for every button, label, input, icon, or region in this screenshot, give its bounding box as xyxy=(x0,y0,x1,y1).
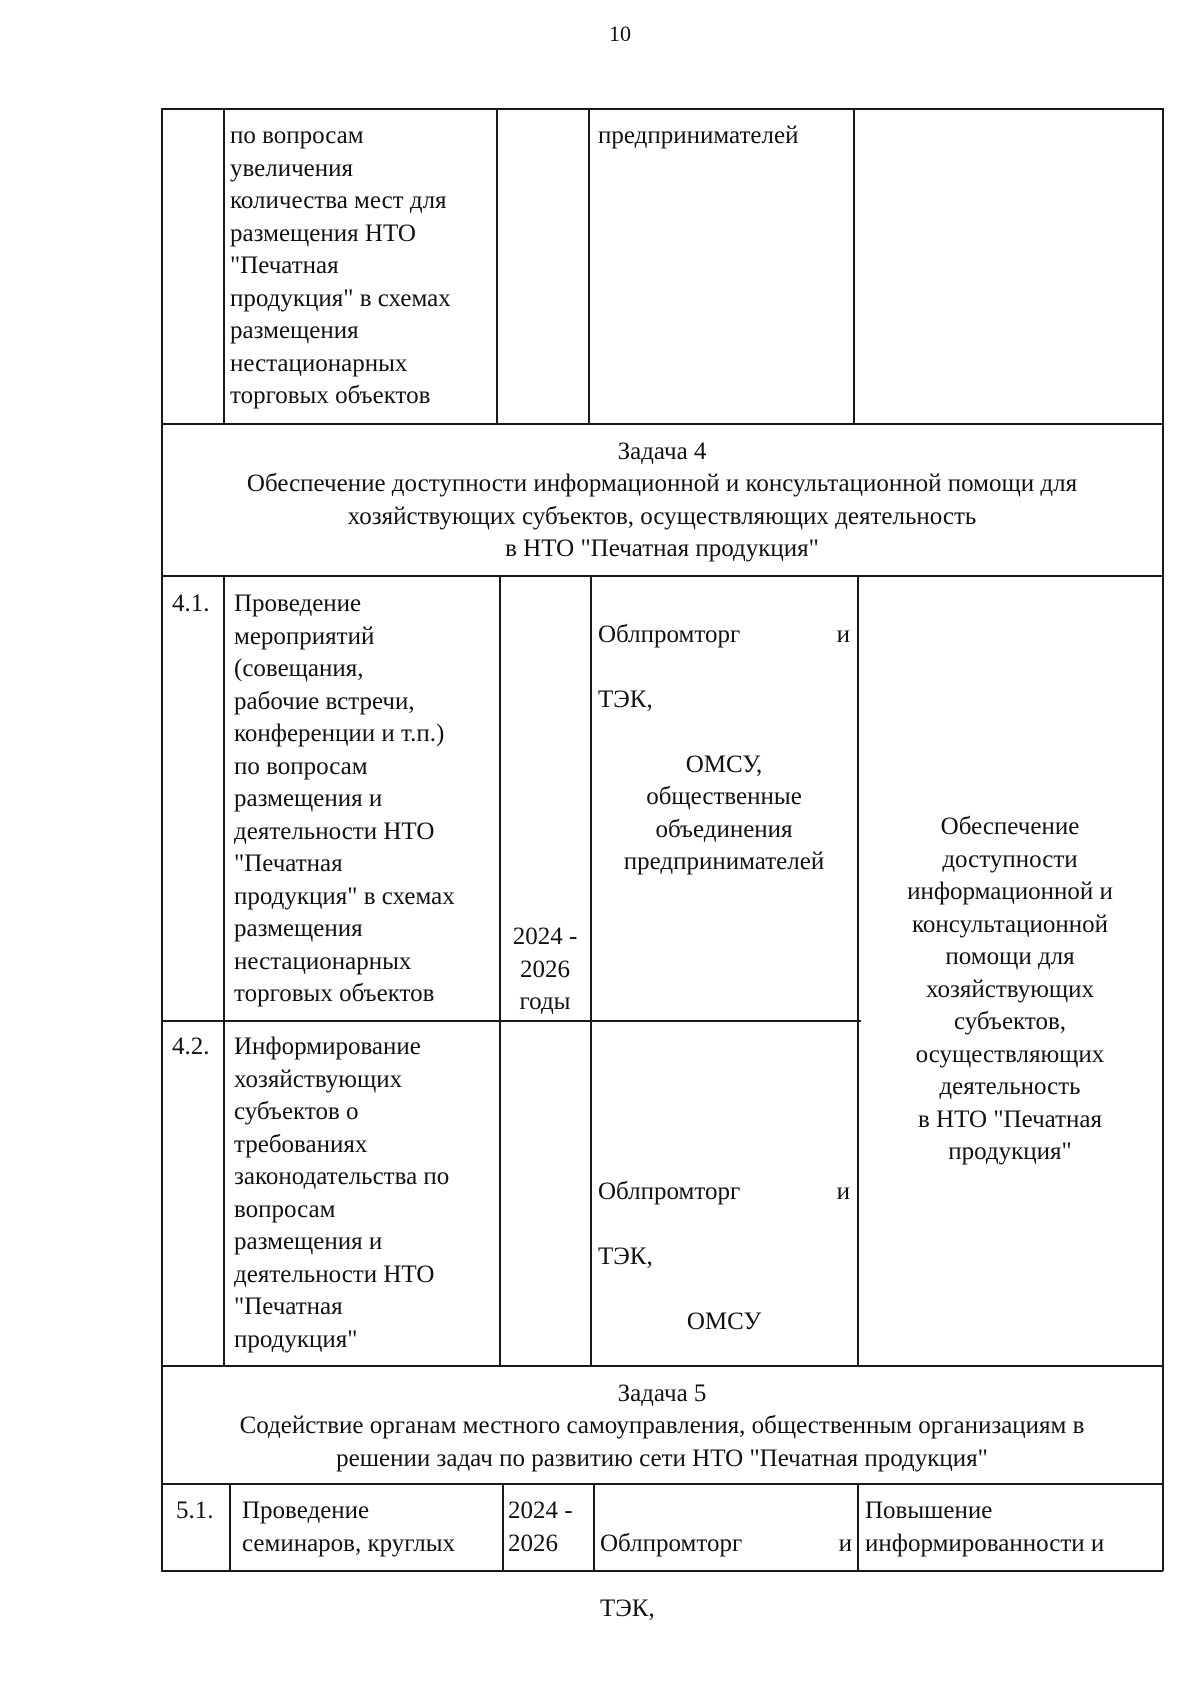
executor-tek: ТЭК, xyxy=(598,685,653,713)
row-5-1-executors xyxy=(600,1495,852,1658)
table-rule xyxy=(161,575,1163,577)
executor-conjunction: и xyxy=(838,1529,852,1557)
table-rule xyxy=(502,1483,504,1571)
task4-title: Задача 4 xyxy=(617,438,707,465)
table-rule xyxy=(161,423,1163,425)
executor-oblpromtorg: Облпромторг xyxy=(598,620,741,648)
executor-list: ОМСУ xyxy=(686,1307,762,1335)
measure-text-continued: по вопросам увеличения количества мест для размещения НТО "Печатная продукция" в схемах размещения нестационарных торговых объектов xyxy=(230,122,451,409)
executor-tek: ТЭК, xyxy=(598,1242,653,1270)
executor-conjunction: и xyxy=(836,1177,850,1205)
executor-list: ОМСУ, общественные объединения предпринимателей xyxy=(623,750,825,875)
table-rule xyxy=(161,108,163,1571)
row-4-1-number: 4.1. xyxy=(172,590,210,617)
table-rule xyxy=(593,1483,595,1571)
table-rule xyxy=(588,108,590,424)
row-5-1-result: Повышение информированности и xyxy=(865,1497,1105,1557)
row-4-1-measure: Проведение мероприятий (совещания, рабочие встречи, конференции и т.п.) по вопросам размещения и деятельности НТО "Печатная продукция" в схемах размещения нестационарных торговых объектов xyxy=(234,590,455,1007)
table-rule xyxy=(161,1020,861,1022)
executor-oblpromtorg: Облпромторг xyxy=(600,1529,743,1557)
table-rule xyxy=(1162,108,1164,1571)
row-5-1-number: 5.1. xyxy=(176,1497,214,1524)
row-4-2-number: 4.2. xyxy=(172,1033,210,1060)
task5-title: Задача 5 xyxy=(617,1380,707,1407)
row-4-2-measure: Информирование хозяйствующих субъектов о требованиях законодательства по вопросам размещения и деятельности НТО "Печатная продукция" xyxy=(234,1033,450,1353)
executor-conjunction: и xyxy=(836,620,850,648)
executors-text-continued: предпринимателей xyxy=(598,122,799,149)
task5-text: Содействие органам местного самоуправления, общественным организациям в решении задач по развитию сети НТО "Печатная продукция" xyxy=(239,1412,1085,1472)
table-rule xyxy=(857,1483,859,1571)
task4-text: Обеспечение доступности информационной и консультационной помощи для хозяйствующих субъектов, осуществляющих деятельность в НТО "Печатная продукция" xyxy=(246,470,1078,562)
table-rule xyxy=(590,575,592,1366)
row-4-2-executors xyxy=(598,1143,850,1371)
page-number: 10 xyxy=(609,21,631,46)
table-rule xyxy=(853,108,855,424)
table-rule xyxy=(161,1483,1163,1485)
table-rule xyxy=(223,108,225,424)
table-rule xyxy=(229,1483,231,1571)
shared-term: 2024 - 2026 годы xyxy=(512,923,578,1015)
row-5-1-term: 2024 - 2026 xyxy=(508,1497,573,1557)
row-5-1-measure: Проведение семинаров, круглых xyxy=(242,1497,456,1557)
table-rule xyxy=(161,108,1163,110)
executor-oblpromtorg: Облпромторг xyxy=(598,1177,741,1205)
executor-tek: ТЭК, xyxy=(600,1594,655,1622)
row-4-1-executors xyxy=(598,586,850,911)
table-rule xyxy=(223,575,225,1366)
shared-result: Обеспечение доступности информационной и консультационной помощи для хозяйствующих субъектов, осуществляющих деятельность в НТО "Печатная продукция" xyxy=(907,813,1113,1165)
